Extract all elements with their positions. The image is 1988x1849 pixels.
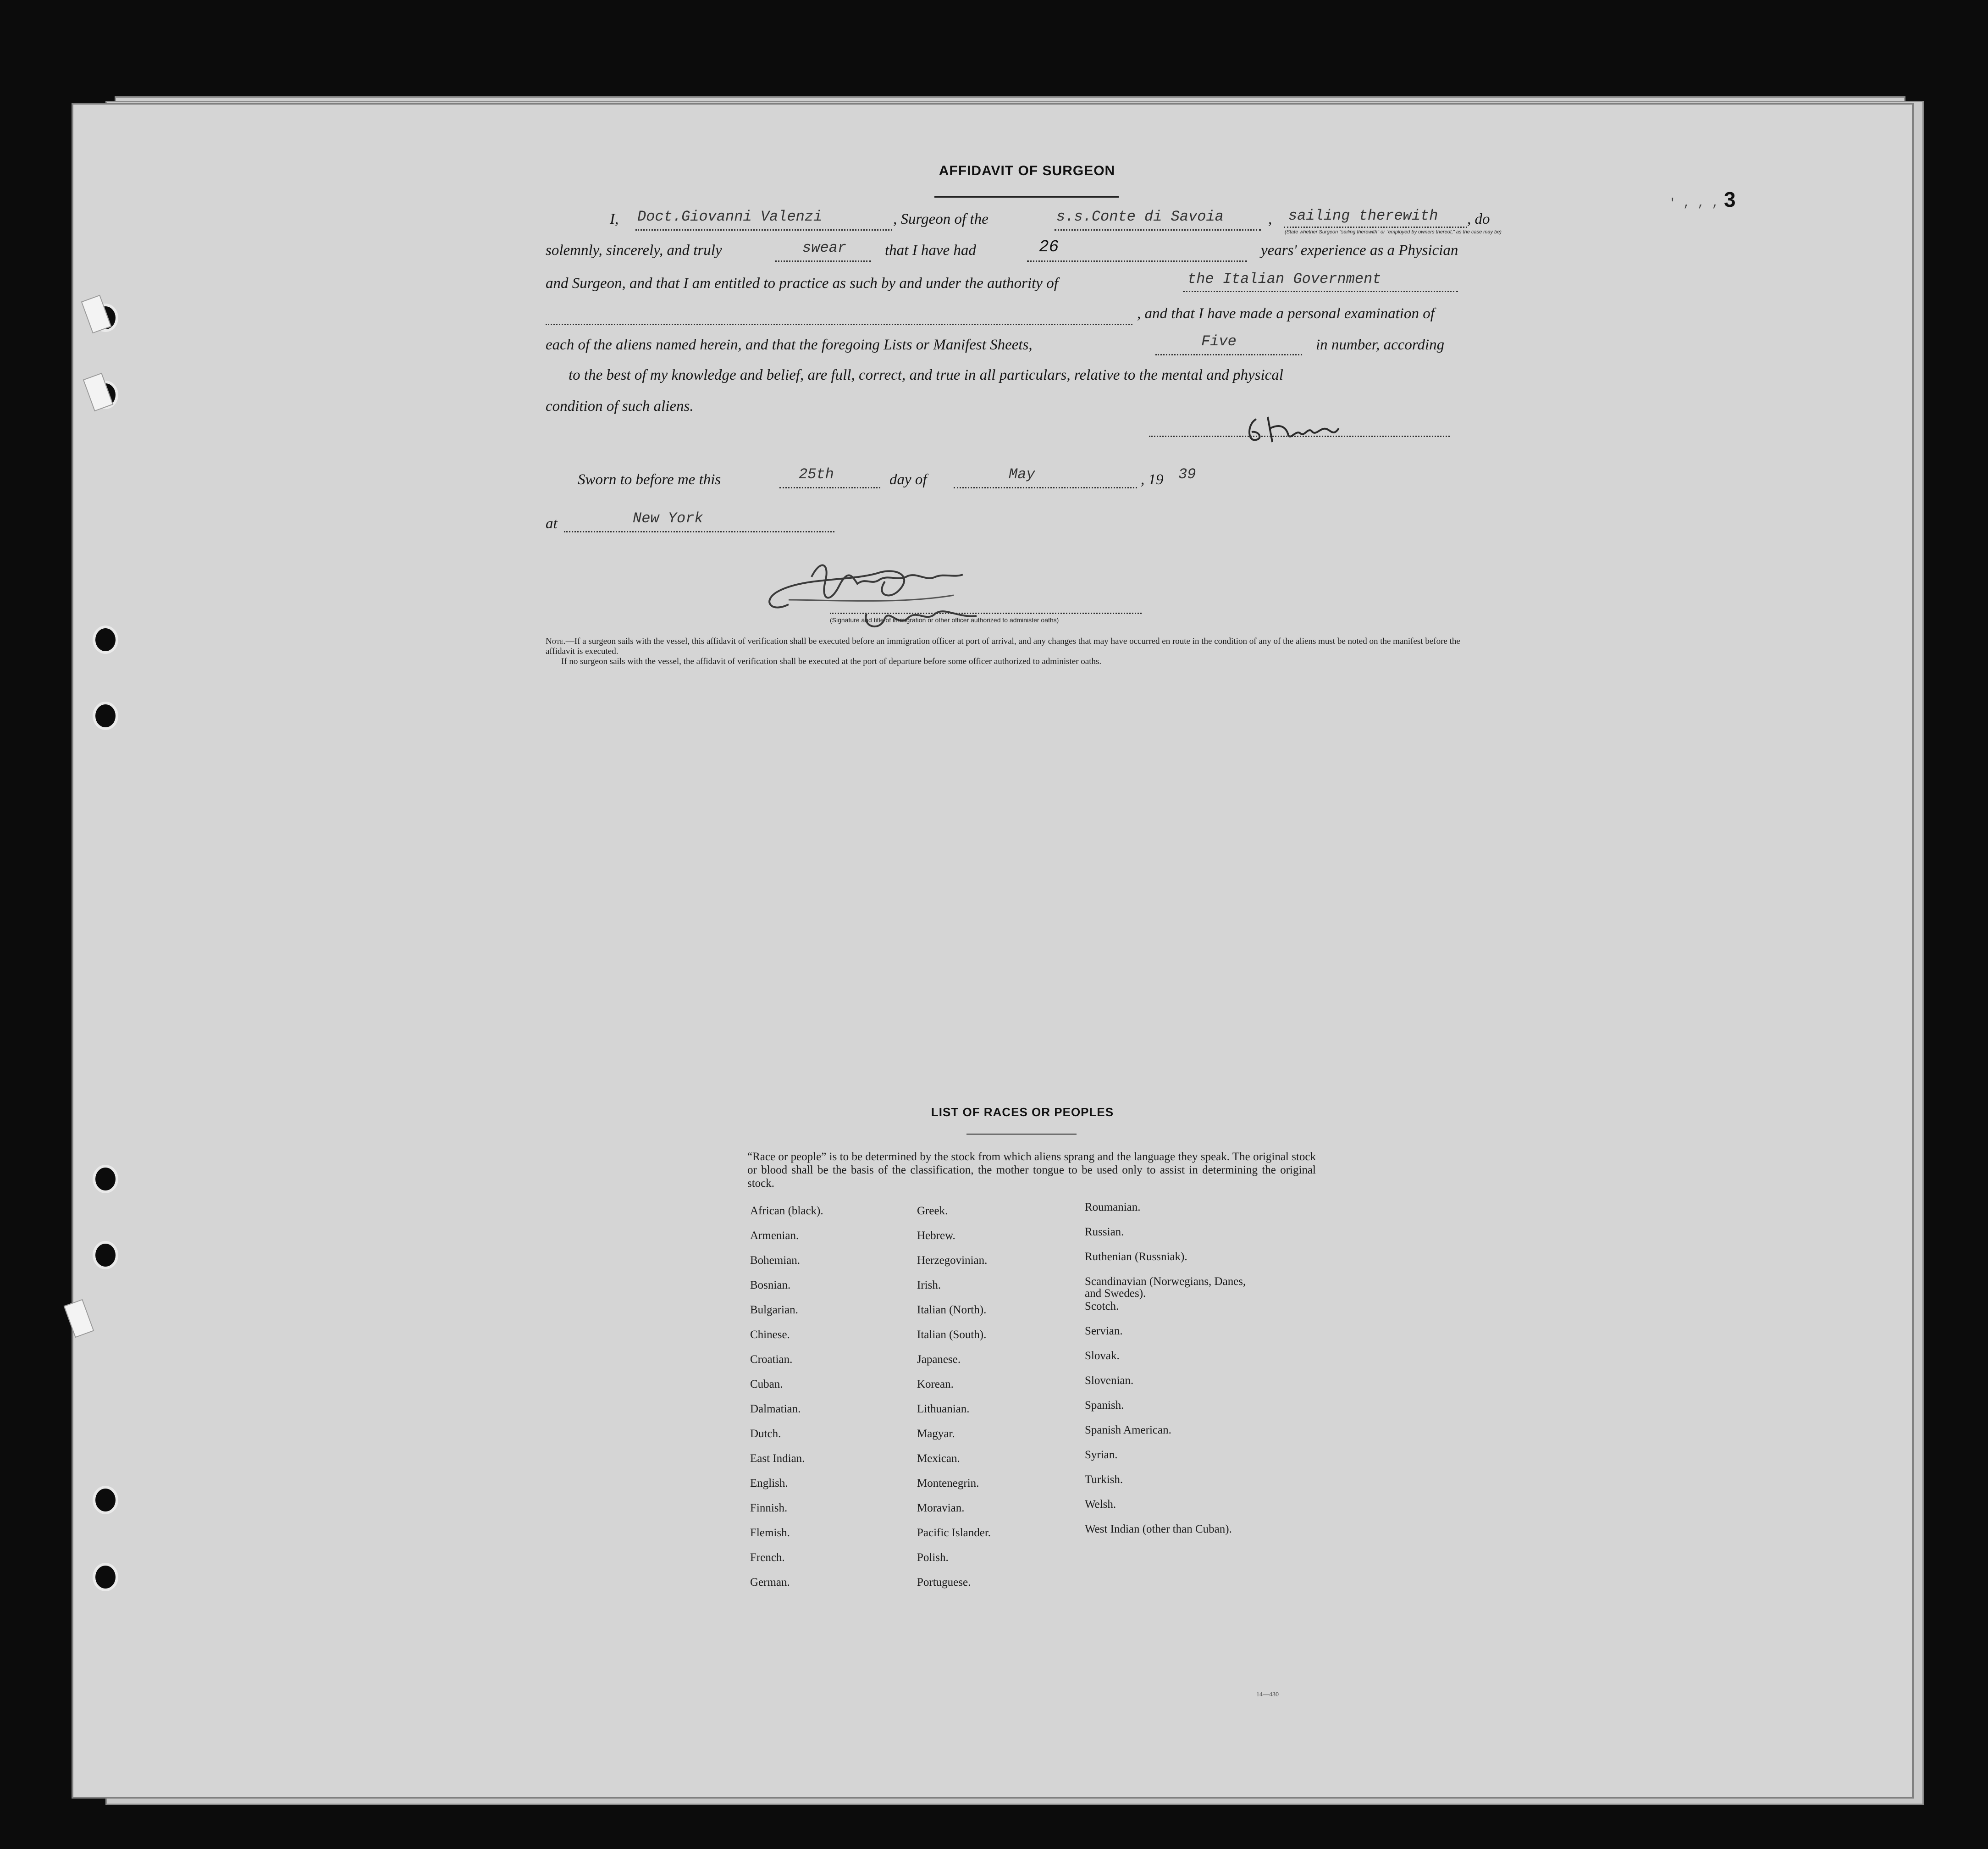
text-each: each of the aliens named herein, and that the foregoing Lists or Manifest Sheets,	[546, 337, 1033, 353]
text-years: years' experience as a Physician	[1261, 242, 1458, 259]
race-list-item: Flemish.	[750, 1527, 790, 1539]
race-list-item: Herzegovinian.	[917, 1254, 988, 1267]
races-title: LIST OF RACES OR PEOPLES	[931, 1105, 1114, 1119]
sheet-count: Five	[1201, 333, 1237, 350]
race-list-item: African (black).	[750, 1205, 823, 1217]
text-day-of: day of	[889, 471, 927, 488]
binder-hole	[95, 1489, 116, 1511]
race-list-item: English.	[750, 1477, 788, 1489]
blank-line	[546, 324, 1132, 325]
races-intro: “Race or people” is to be determined by the stock from which aliens sprang and the language they speak. The original stock or blood shall be the basis of the classification, the mother tongue to be used only to assist in determining the original stock.	[747, 1151, 1316, 1190]
race-list-item: Syrian.	[1085, 1449, 1118, 1461]
officer-caption: (Signature and title of immigration or other officer authorized to administer oaths)	[830, 616, 1059, 624]
blank-line	[779, 487, 880, 488]
race-list-item: Turkish.	[1085, 1473, 1123, 1486]
race-list-item: Dutch.	[750, 1428, 781, 1440]
note-text-1: —If a surgeon sails with the vessel, this affidavit of verification shall be executed before an immigration officer at port of arrival, and any changes that may have occurred en route in the condition of any of the aliens must be noted on the manifest before the affidavit is executed.	[546, 637, 1460, 656]
race-list-item: Cuban.	[750, 1378, 783, 1390]
race-list-item: Bosnian.	[750, 1279, 791, 1291]
races-column-1	[750, 1205, 901, 1601]
race-list-item: Lithuanian.	[917, 1403, 970, 1415]
years-experience: 26	[1039, 238, 1059, 256]
race-list-item: Bohemian.	[750, 1254, 801, 1267]
race-list-item: West Indian (other than Cuban).	[1085, 1523, 1232, 1535]
surgeon-signature-line	[1149, 436, 1450, 437]
race-list-item: Bulgarian.	[750, 1304, 798, 1316]
race-list-item: Dalmatian.	[750, 1403, 801, 1415]
race-list-item: East Indian.	[750, 1452, 805, 1465]
torn-paper-fragment	[83, 373, 114, 412]
race-list-item: Italian (North).	[917, 1304, 987, 1316]
text-and-surgeon: and Surgeon, and that I am entitled to practice as such by and under the authority of	[546, 275, 1058, 292]
sworn-place: New York	[633, 510, 703, 527]
vessel-name: s.s.Conte di Savoia	[1056, 208, 1224, 225]
sheet-number: 3	[1724, 188, 1736, 211]
race-list-item: Spanish.	[1085, 1399, 1124, 1412]
race-list-item: Moravian.	[917, 1502, 965, 1514]
race-list-item: Greek.	[917, 1205, 948, 1217]
affidavit-title: AFFIDAVIT OF SURGEON	[939, 163, 1115, 178]
document-page	[73, 105, 1912, 1797]
surgeon-signature	[1242, 410, 1343, 447]
oath-word: swear	[802, 239, 847, 256]
affidavit-note	[546, 637, 1476, 667]
text-in-number: in number, according	[1316, 337, 1445, 353]
race-list-item: French.	[750, 1551, 785, 1564]
officer-signature	[761, 549, 1018, 641]
blank-line	[775, 260, 871, 262]
race-list-item: Slovenian.	[1085, 1374, 1134, 1387]
race-list-item: Roumanian.	[1085, 1201, 1141, 1213]
text-year-prefix: , 19	[1141, 471, 1164, 488]
form-number: 14—430	[1256, 1691, 1279, 1698]
race-list-item: Chinese.	[750, 1329, 790, 1341]
race-list-item: Pacific Islander.	[917, 1527, 991, 1539]
blank-line	[1183, 291, 1458, 292]
race-list-item: Italian (South).	[917, 1329, 987, 1341]
race-list-item: Servian.	[1085, 1325, 1123, 1337]
blank-line	[1027, 260, 1247, 262]
binder-hole	[95, 1244, 116, 1267]
sworn-month: May	[1009, 466, 1035, 483]
race-list-item: Irish.	[917, 1279, 941, 1291]
binder-hole	[95, 628, 116, 651]
text-personal-exam: , and that I have made a personal examination of	[1137, 305, 1435, 322]
text-i: I,	[610, 211, 619, 227]
race-list-item: Armenian.	[750, 1229, 799, 1242]
race-list-item: Japanese.	[917, 1353, 961, 1366]
sworn-year: 39	[1178, 466, 1196, 483]
authority: the Italian Government	[1187, 271, 1381, 288]
race-list-item: Slovak.	[1085, 1350, 1120, 1362]
note-text-2: If no surgeon sails with the vessel, the affidavit of verification shall be executed at the port of departure before some officer authorized to administer oaths.	[561, 657, 1102, 666]
race-list-item: Russian.	[1085, 1226, 1124, 1238]
blank-line	[635, 229, 892, 231]
blank-line	[1055, 229, 1261, 231]
race-list-item: Ruthenian (Russniak).	[1085, 1251, 1187, 1263]
surgeon-name: Doct.Giovanni Valenzi	[637, 208, 823, 225]
race-list-item: Portuguese.	[917, 1576, 971, 1589]
officer-signature-line	[830, 613, 1142, 614]
binder-hole	[95, 1566, 116, 1589]
text-condition: condition of such aliens.	[546, 398, 694, 415]
note-label: Note.	[546, 637, 566, 646]
race-list-item: Scotch.	[1085, 1300, 1119, 1312]
binder-hole	[95, 1168, 116, 1190]
page-marks: ' , , ,	[1669, 196, 1719, 210]
races-title-underline	[966, 1134, 1077, 1135]
race-list-item: Welsh.	[1085, 1498, 1116, 1511]
text-do: , do	[1467, 211, 1490, 227]
races-column-2	[917, 1205, 1068, 1601]
race-list-item: Mexican.	[917, 1452, 960, 1465]
race-list-item: Magyar.	[917, 1428, 955, 1440]
text-best: to the best of my knowledge and belief, are full, correct, and true in all particulars, relative to the mental and physical	[569, 367, 1283, 383]
race-list-item: Korean.	[917, 1378, 954, 1390]
blank-line	[1155, 354, 1302, 355]
blank-line	[564, 531, 834, 532]
race-list-item: Scandinavian (Norwegians, Danes, and Swedes).	[1085, 1275, 1246, 1300]
races-column-3	[1085, 1201, 1277, 1548]
sworn-day: 25th	[799, 466, 834, 483]
race-list-item: Polish.	[917, 1551, 949, 1564]
race-list-item: Croatian.	[750, 1353, 793, 1366]
race-list-item: Finnish.	[750, 1502, 788, 1514]
text-have-had: that I have had	[885, 242, 976, 259]
text-at: at	[546, 515, 558, 532]
title-underline	[934, 196, 1119, 198]
text-surgeon-of: , Surgeon of the	[893, 211, 988, 227]
text-solemnly: solemnly, sincerely, and truly	[546, 242, 722, 259]
torn-paper-fragment	[81, 295, 112, 334]
text-comma: ,	[1268, 211, 1272, 227]
torn-paper-fragment	[64, 1299, 94, 1338]
race-list-item: Hebrew.	[917, 1229, 955, 1242]
race-list-item: Spanish American.	[1085, 1424, 1171, 1436]
text-sworn: Sworn to before me this	[578, 471, 721, 488]
binder-hole	[95, 704, 116, 727]
race-list-item: German.	[750, 1576, 790, 1589]
race-list-item: Montenegrin.	[917, 1477, 979, 1489]
sailing-hint: (State whether Surgeon "sailing therewith" or "employed by owners thereof," as the case may be)	[1285, 229, 1502, 235]
blank-line	[1284, 227, 1467, 228]
sailing-status: sailing therewith	[1288, 207, 1438, 224]
blank-line	[954, 487, 1137, 488]
